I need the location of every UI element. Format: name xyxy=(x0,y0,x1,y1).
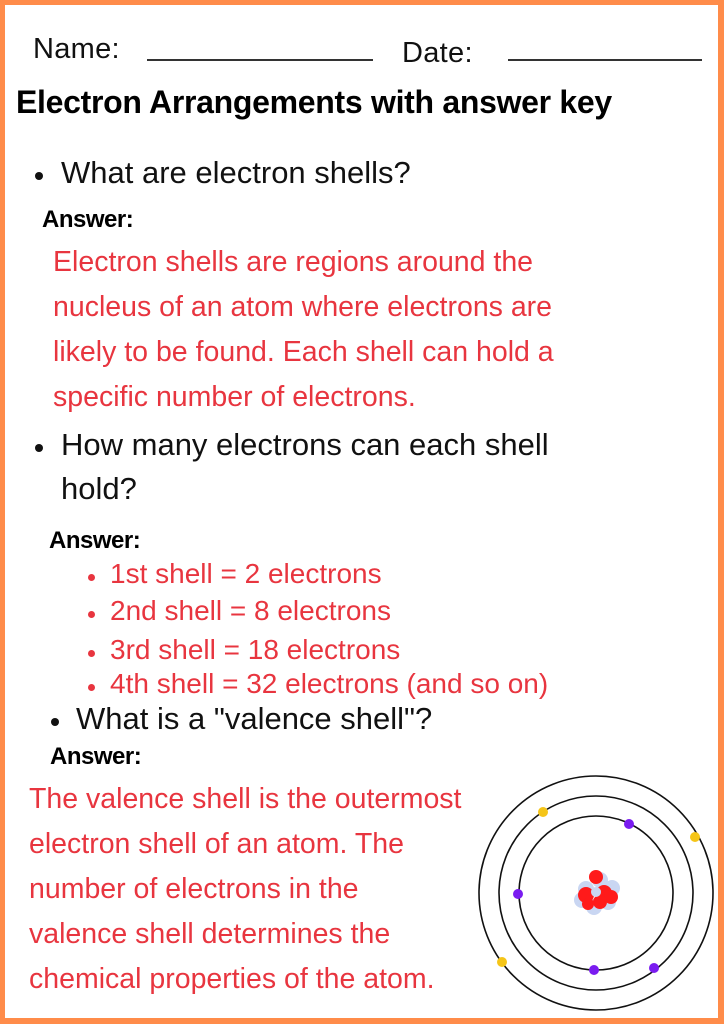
bullet-icon xyxy=(35,172,43,180)
nucleus-icon xyxy=(574,870,620,915)
atom-diagram xyxy=(470,770,720,1020)
answer-2-item-1: 1st shell = 2 electrons xyxy=(110,558,382,589)
answer-label-3: Answer: xyxy=(50,743,142,770)
answer-1-line-3: likely to be found. Each shell can hold a xyxy=(53,336,554,368)
answer-1-line-1: Electron shells are regions around the xyxy=(53,246,534,278)
answer-label-1: Answer: xyxy=(42,206,134,233)
answer-3-line-4: valence shell determines the xyxy=(29,918,391,950)
question-3: What is a "valence shell"? xyxy=(76,701,433,736)
bullet-icon xyxy=(35,444,43,452)
bullet-icon xyxy=(88,574,95,581)
answer-label-2: Answer: xyxy=(49,527,141,554)
question-1: What are electron shells? xyxy=(61,155,411,190)
bullet-icon xyxy=(88,650,95,657)
question-2-line-2: hold? xyxy=(61,471,137,506)
answer-3-line-5: chemical properties of the atom. xyxy=(29,963,435,995)
answer-3-line-1: The valence shell is the outermost xyxy=(29,783,462,815)
page-title: Electron Arrangements with answer key xyxy=(16,84,612,120)
name-label: Name: xyxy=(33,33,120,65)
name-field-line[interactable] xyxy=(147,59,373,61)
bullet-icon xyxy=(88,684,95,691)
answer-3-line-2: electron shell of an atom. The xyxy=(29,828,404,860)
answer-1-line-4: specific number of electrons. xyxy=(53,381,416,413)
answer-1-line-2: nucleus of an atom where electrons are xyxy=(53,291,553,323)
date-label: Date: xyxy=(402,37,473,69)
answer-2-item-2: 2nd shell = 8 electrons xyxy=(110,595,391,626)
answer-2-item-4: 4th shell = 32 electrons (and so on) xyxy=(110,668,549,699)
question-2-line-1: How many electrons can each shell xyxy=(61,427,549,462)
bullet-icon xyxy=(51,718,59,726)
answer-2-item-3: 3rd shell = 18 electrons xyxy=(110,634,401,665)
answer-3-line-3: number of electrons in the xyxy=(29,873,359,905)
bullet-icon xyxy=(88,611,95,618)
date-field-line[interactable] xyxy=(508,59,702,61)
